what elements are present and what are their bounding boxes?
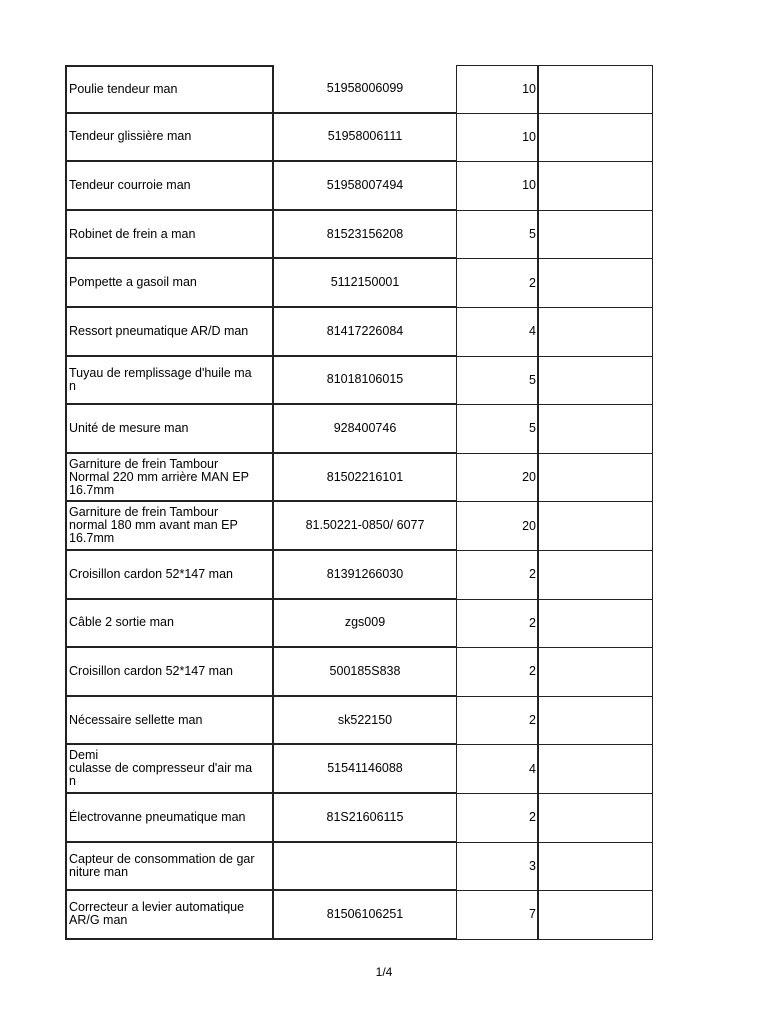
- part-name-cell: [65, 211, 274, 260]
- part-name: Garniture de frein Tambour normal 180 mm avant man EP 16.7mm: [69, 505, 238, 546]
- part-name-cell: [65, 648, 274, 697]
- empty-cell: [539, 843, 653, 892]
- part-reference-cell: [274, 162, 456, 211]
- part-reference: 81506106251: [326, 906, 404, 921]
- table-row: [0, 600, 768, 649]
- part-name-cell: [65, 162, 274, 211]
- empty-cell: [539, 65, 653, 114]
- part-name: Ressort pneumatique AR/D man: [69, 323, 249, 338]
- part-name-cell: [65, 357, 274, 406]
- part-reference-cell: [274, 697, 456, 746]
- table-row: [0, 308, 768, 357]
- empty-cell: [539, 357, 653, 406]
- part-name: Capteur de consommation de gar niture man: [69, 851, 255, 879]
- part-reference: 928400746: [333, 420, 397, 435]
- part-reference-cell: [274, 794, 456, 843]
- part-reference-cell: [274, 648, 456, 697]
- table-row: [0, 551, 768, 600]
- quantity-cell: [456, 891, 539, 940]
- part-reference-cell: [274, 357, 456, 406]
- part-name: Poulie tendeur man: [69, 81, 178, 96]
- part-reference: 51958006099: [326, 80, 404, 95]
- empty-cell: [539, 697, 653, 746]
- empty-cell: [539, 454, 653, 503]
- quantity-cell: [456, 405, 539, 454]
- empty-cell: [539, 551, 653, 600]
- table-row: [0, 357, 768, 406]
- part-name-cell: [65, 745, 274, 794]
- part-name: Robinet de frein a man: [69, 226, 196, 241]
- table-row: [0, 454, 768, 503]
- quantity: 2: [529, 567, 536, 582]
- part-name-cell: [65, 259, 274, 308]
- quantity: 4: [529, 324, 536, 339]
- part-name: Garniture de frein Tambour Normal 220 mm arrière MAN EP 16.7mm: [69, 456, 249, 497]
- quantity: 3: [529, 858, 536, 873]
- empty-cell: [539, 211, 653, 260]
- table-row: [0, 891, 768, 940]
- quantity-cell: [456, 65, 539, 114]
- table-row: [0, 502, 768, 551]
- empty-cell: [539, 502, 653, 551]
- part-reference-cell: [274, 891, 456, 940]
- part-name: Tuyau de remplissage d'huile ma n: [69, 365, 252, 393]
- empty-cell: [539, 259, 653, 308]
- empty-cell: [539, 794, 653, 843]
- part-reference-cell: [274, 843, 456, 892]
- part-name-cell: [65, 551, 274, 600]
- quantity-cell: [456, 745, 539, 794]
- quantity: 20: [522, 518, 536, 533]
- part-reference-cell: [274, 600, 456, 649]
- table-row: [0, 648, 768, 697]
- part-reference: 500185S838: [329, 663, 401, 678]
- quantity-cell: [456, 502, 539, 551]
- part-name: Croisillon cardon 52*147 man: [69, 663, 233, 678]
- part-name: Tendeur courroie man: [69, 177, 191, 192]
- quantity-cell: [456, 162, 539, 211]
- part-name: Pompette a gasoil man: [69, 275, 197, 290]
- part-name-cell: [65, 454, 274, 503]
- part-name: Unité de mesure man: [69, 420, 189, 435]
- quantity-cell: [456, 211, 539, 260]
- table-row: [0, 843, 768, 892]
- table-row: [0, 697, 768, 746]
- part-reference: 51958007494: [326, 177, 404, 192]
- table-row: [0, 162, 768, 211]
- part-name: Électrovanne pneumatique man: [69, 809, 246, 824]
- quantity: 2: [529, 664, 536, 679]
- quantity-cell: [456, 114, 539, 163]
- quantity: 10: [522, 81, 536, 96]
- quantity: 2: [529, 810, 536, 825]
- part-reference: 5112150001: [330, 275, 400, 290]
- quantity: 10: [522, 178, 536, 193]
- part-reference: 81S21606115: [326, 809, 404, 824]
- quantity-cell: [456, 794, 539, 843]
- quantity-cell: [456, 357, 539, 406]
- part-name-cell: [65, 697, 274, 746]
- empty-cell: [539, 600, 653, 649]
- empty-cell: [539, 891, 653, 940]
- table-row: [0, 65, 768, 114]
- quantity: 5: [529, 372, 536, 387]
- part-reference: 81502216101: [326, 469, 404, 484]
- quantity-cell: [456, 308, 539, 357]
- part-name-cell: [65, 308, 274, 357]
- part-reference-cell: [274, 308, 456, 357]
- part-reference-cell: [274, 745, 456, 794]
- table-row: [0, 405, 768, 454]
- part-reference: 81018106015: [326, 372, 404, 387]
- part-reference-cell: [274, 65, 456, 114]
- quantity-cell: [456, 551, 539, 600]
- part-name-cell: [65, 405, 274, 454]
- part-name: Demi culasse de compresseur d'air ma n: [69, 748, 253, 789]
- part-name: Correcteur a levier automatique AR/G man: [69, 900, 245, 928]
- part-reference: 51958006111: [327, 129, 403, 144]
- part-reference: 51541146088: [327, 761, 403, 776]
- page-number: 1/4: [375, 965, 393, 979]
- quantity: 2: [529, 713, 536, 728]
- empty-cell: [539, 405, 653, 454]
- quantity: 2: [529, 615, 536, 630]
- quantity-cell: [456, 259, 539, 308]
- part-reference-cell: [274, 502, 456, 551]
- quantity: 10: [522, 129, 536, 144]
- part-name-cell: [65, 843, 274, 892]
- part-name: Câble 2 sortie man: [69, 615, 174, 630]
- table-row: [0, 259, 768, 308]
- part-reference-cell: [274, 259, 456, 308]
- table-row: [0, 794, 768, 843]
- quantity: 2: [529, 275, 536, 290]
- part-name-cell: [65, 600, 274, 649]
- part-reference-cell: [274, 551, 456, 600]
- table-row: [0, 745, 768, 794]
- part-name: Tendeur glissière man: [69, 129, 192, 144]
- quantity-cell: [456, 648, 539, 697]
- part-reference: 81523156208: [326, 226, 404, 241]
- quantity: 7: [529, 907, 536, 922]
- part-reference: 81417226084: [326, 323, 404, 338]
- quantity: 5: [529, 421, 536, 436]
- part-reference: 81391266030: [326, 566, 404, 581]
- quantity: 4: [529, 761, 536, 776]
- part-name-cell: [65, 114, 274, 163]
- table-row: [0, 211, 768, 260]
- empty-cell: [539, 745, 653, 794]
- quantity-cell: [456, 697, 539, 746]
- part-reference-cell: [274, 405, 456, 454]
- part-reference: 81.50221-0850/ 6077: [305, 518, 425, 533]
- quantity-cell: [456, 843, 539, 892]
- empty-cell: [539, 114, 653, 163]
- table-row: [0, 114, 768, 163]
- part-reference-cell: [274, 211, 456, 260]
- part-reference: zgs009: [344, 615, 386, 630]
- quantity: 5: [529, 227, 536, 242]
- part-reference: sk522150: [337, 712, 393, 727]
- part-name-cell: [65, 65, 274, 114]
- part-name-cell: [65, 891, 274, 940]
- empty-cell: [539, 648, 653, 697]
- quantity-cell: [456, 454, 539, 503]
- part-reference-cell: [274, 454, 456, 503]
- empty-cell: [539, 308, 653, 357]
- part-name-cell: [65, 502, 274, 551]
- part-name: Nécessaire sellette man: [69, 712, 203, 727]
- quantity-cell: [456, 600, 539, 649]
- part-name-cell: [65, 794, 274, 843]
- part-reference-cell: [274, 114, 456, 163]
- part-name: Croisillon cardon 52*147 man: [69, 566, 233, 581]
- empty-cell: [539, 162, 653, 211]
- quantity: 20: [522, 470, 536, 485]
